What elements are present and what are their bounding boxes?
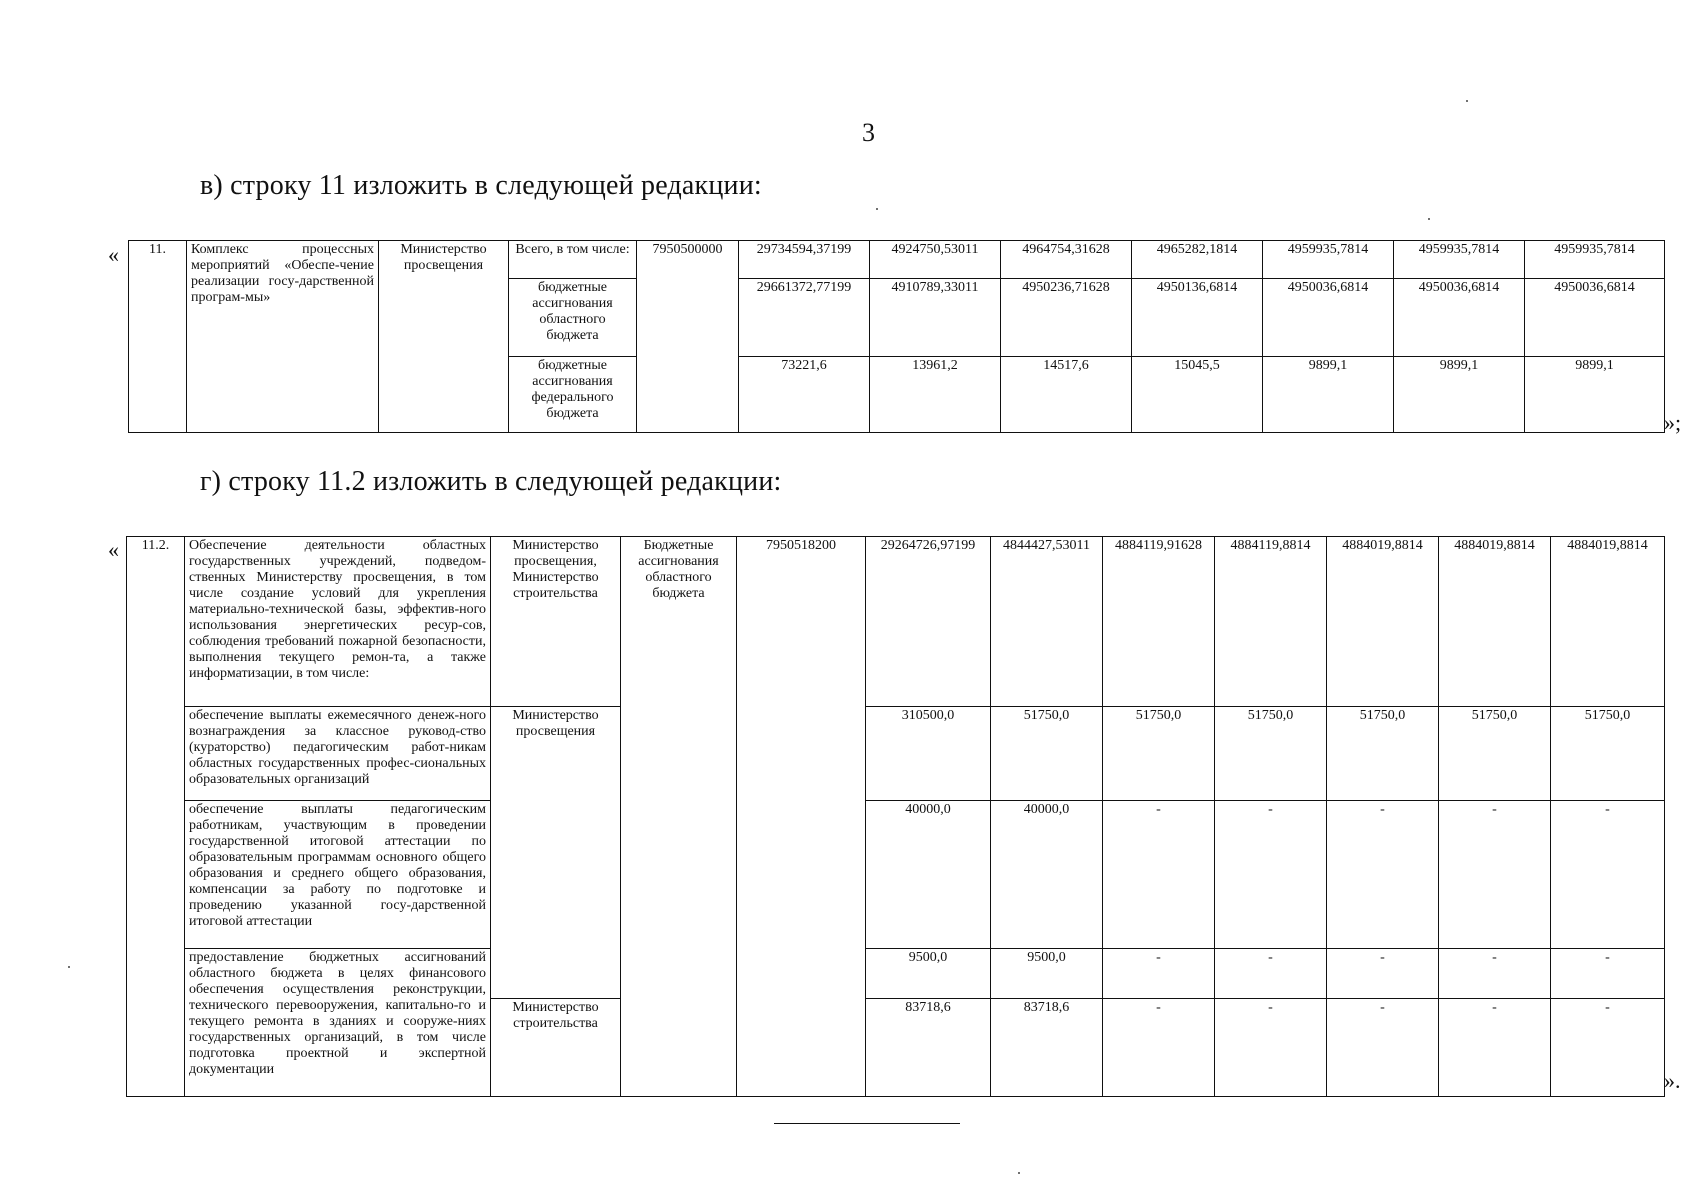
value-cell: 40000,0 — [866, 801, 991, 949]
value-cell: 13961,2 — [870, 357, 1001, 433]
row-11-executor: Министерство просвещения — [379, 241, 509, 433]
value-cell: 14517,6 — [1001, 357, 1132, 433]
value-cell: 4965282,1814 — [1132, 241, 1263, 279]
row-11-name: Комплекс процессных мероприятий «Обеспе-чение реализации госу-дарственной програм-мы» — [187, 241, 379, 433]
value-cell: 4844427,53011 — [991, 537, 1103, 707]
value-cell: - — [1103, 801, 1215, 949]
value-cell: 83718,6 — [991, 999, 1103, 1097]
row-11-2-sub-1 — [127, 707, 1665, 801]
row-11-source-federal: бюджетные ассигнования федерального бюджета — [509, 357, 637, 433]
section-g-open-quote: « — [108, 537, 119, 562]
value-cell: 73221,6 — [739, 357, 870, 433]
value-cell: - — [1327, 801, 1439, 949]
row-11-source-total: Всего, в том числе: — [509, 241, 637, 279]
value-cell: - — [1551, 999, 1665, 1097]
value-cell: 9899,1 — [1263, 357, 1394, 433]
value-cell: 51750,0 — [1103, 707, 1215, 801]
table-row-11 — [128, 240, 1665, 433]
value-cell: 4950036,6814 — [1525, 279, 1665, 357]
footer-rule — [774, 1123, 960, 1124]
row-11-2-main-text: Обеспечение деятельности областных государственных учреждений, подведом-ственных Министерству просвещения, в том числе создание условий для укрепления материально-технической базы, эффектив-ного использования энергетических ресур-сов, соблюдения требований пожарной безопасности, выполнения текущего ремон-та, а также информатизации, в том числе: — [185, 537, 491, 707]
value-cell: - — [1551, 949, 1665, 999]
row-11-2-number: 11.2. — [127, 537, 185, 1097]
value-cell: 4910789,33011 — [870, 279, 1001, 357]
value-cell: 4964754,31628 — [1001, 241, 1132, 279]
scan-speck — [1428, 218, 1430, 220]
row-11-2-sub-2 — [127, 801, 1665, 949]
value-cell: - — [1439, 801, 1551, 949]
row-11-code: 7950500000 — [637, 241, 739, 433]
value-cell: - — [1439, 949, 1551, 999]
value-cell: 4884019,8814 — [1327, 537, 1439, 707]
section-v-heading: в) строку 11 изложить в следующей редакции: — [200, 170, 762, 201]
row-11-2-source: Бюджетные ассигнования областного бюджета — [621, 537, 737, 1097]
value-cell: 4884019,8814 — [1439, 537, 1551, 707]
value-cell: 4950236,71628 — [1001, 279, 1132, 357]
value-cell: 4950036,6814 — [1394, 279, 1525, 357]
row-11-2-code: 7950518200 — [737, 537, 866, 1097]
value-cell: 9899,1 — [1394, 357, 1525, 433]
value-cell: 4924750,53011 — [870, 241, 1001, 279]
value-cell: 4959935,7814 — [1263, 241, 1394, 279]
row-11-2-sub-1-text: обеспечение выплаты ежемесячного денеж-ного вознаграждения за классное руковод-ство (кураторство) педагогическим работ-никам областных государственных профес-сиональных образовательных организаций — [185, 707, 491, 801]
table-row-11-2 — [126, 536, 1665, 1097]
section-g-heading: г) строку 11.2 изложить в следующей редакции: — [200, 466, 782, 497]
value-cell: 4884019,8814 — [1551, 537, 1665, 707]
value-cell: 15045,5 — [1132, 357, 1263, 433]
value-cell: 9899,1 — [1525, 357, 1665, 433]
value-cell: 40000,0 — [991, 801, 1103, 949]
value-cell: - — [1327, 949, 1439, 999]
row-11-2-executor-main: Министерство просвещения, Министерство строительства — [491, 537, 621, 707]
value-cell: 4950036,6814 — [1263, 279, 1394, 357]
value-cell: 83718,6 — [866, 999, 991, 1097]
page-number: 3 — [862, 118, 875, 147]
value-cell: 51750,0 — [1215, 707, 1327, 801]
row-11-total — [129, 241, 1665, 279]
value-cell: - — [1327, 999, 1439, 1097]
value-cell: - — [1215, 801, 1327, 949]
value-cell: 4950136,6814 — [1132, 279, 1263, 357]
value-cell: 4959935,7814 — [1525, 241, 1665, 279]
value-cell: 29734594,37199 — [739, 241, 870, 279]
scan-speck — [68, 966, 70, 968]
value-cell: 51750,0 — [1327, 707, 1439, 801]
value-cell: - — [1103, 949, 1215, 999]
row-11-2-sub-3 — [127, 949, 1665, 999]
value-cell: - — [1551, 801, 1665, 949]
row-11-2-sub-3-text: предоставление бюджетных ассигнований областного бюджета в целях финансового обеспечения осуществления реконструкции, технического перевооружения, капитально-го и текущего ремонта в зданиях и сооруже-ниях государственных организаций, в том числе подготовка проектной и экспертной документации — [185, 949, 491, 1097]
value-cell: 9500,0 — [866, 949, 991, 999]
value-cell: 4884119,91628 — [1103, 537, 1215, 707]
row-11-source-regional: бюджетные ассигнования областного бюджета — [509, 279, 637, 357]
value-cell: 51750,0 — [991, 707, 1103, 801]
section-v-close-quote: »; — [1664, 410, 1682, 435]
value-cell: 4959935,7814 — [1394, 241, 1525, 279]
value-cell: 9500,0 — [991, 949, 1103, 999]
value-cell: 29264726,97199 — [866, 537, 991, 707]
value-cell: 4884119,8814 — [1215, 537, 1327, 707]
row-11-2-executor-stroy: Министерство строительства — [491, 999, 621, 1097]
value-cell: 310500,0 — [866, 707, 991, 801]
value-cell: 51750,0 — [1439, 707, 1551, 801]
scan-speck — [876, 208, 878, 210]
value-cell: - — [1215, 999, 1327, 1097]
row-11-2-main — [127, 537, 1665, 707]
scan-speck — [1018, 1172, 1020, 1174]
section-g-close-quote: ». — [1664, 1068, 1681, 1093]
row-11-2-executor-prosv: Министерство просвещения — [491, 707, 621, 999]
value-cell: - — [1439, 999, 1551, 1097]
row-11-2-sub-2-text: обеспечение выплаты педагогическим работникам, участвующим в проведении государственной итоговой аттестации по образовательным программам основного общего образования и среднего общего образования, компенсации за работу по подготовке и проведению указанной госу-дарственной итоговой аттестации — [185, 801, 491, 949]
value-cell: 29661372,77199 — [739, 279, 870, 357]
row-11-number: 11. — [129, 241, 187, 433]
scan-speck — [1466, 100, 1468, 102]
value-cell: 51750,0 — [1551, 707, 1665, 801]
value-cell: - — [1215, 949, 1327, 999]
section-v-open-quote: « — [108, 242, 119, 267]
value-cell: - — [1103, 999, 1215, 1097]
